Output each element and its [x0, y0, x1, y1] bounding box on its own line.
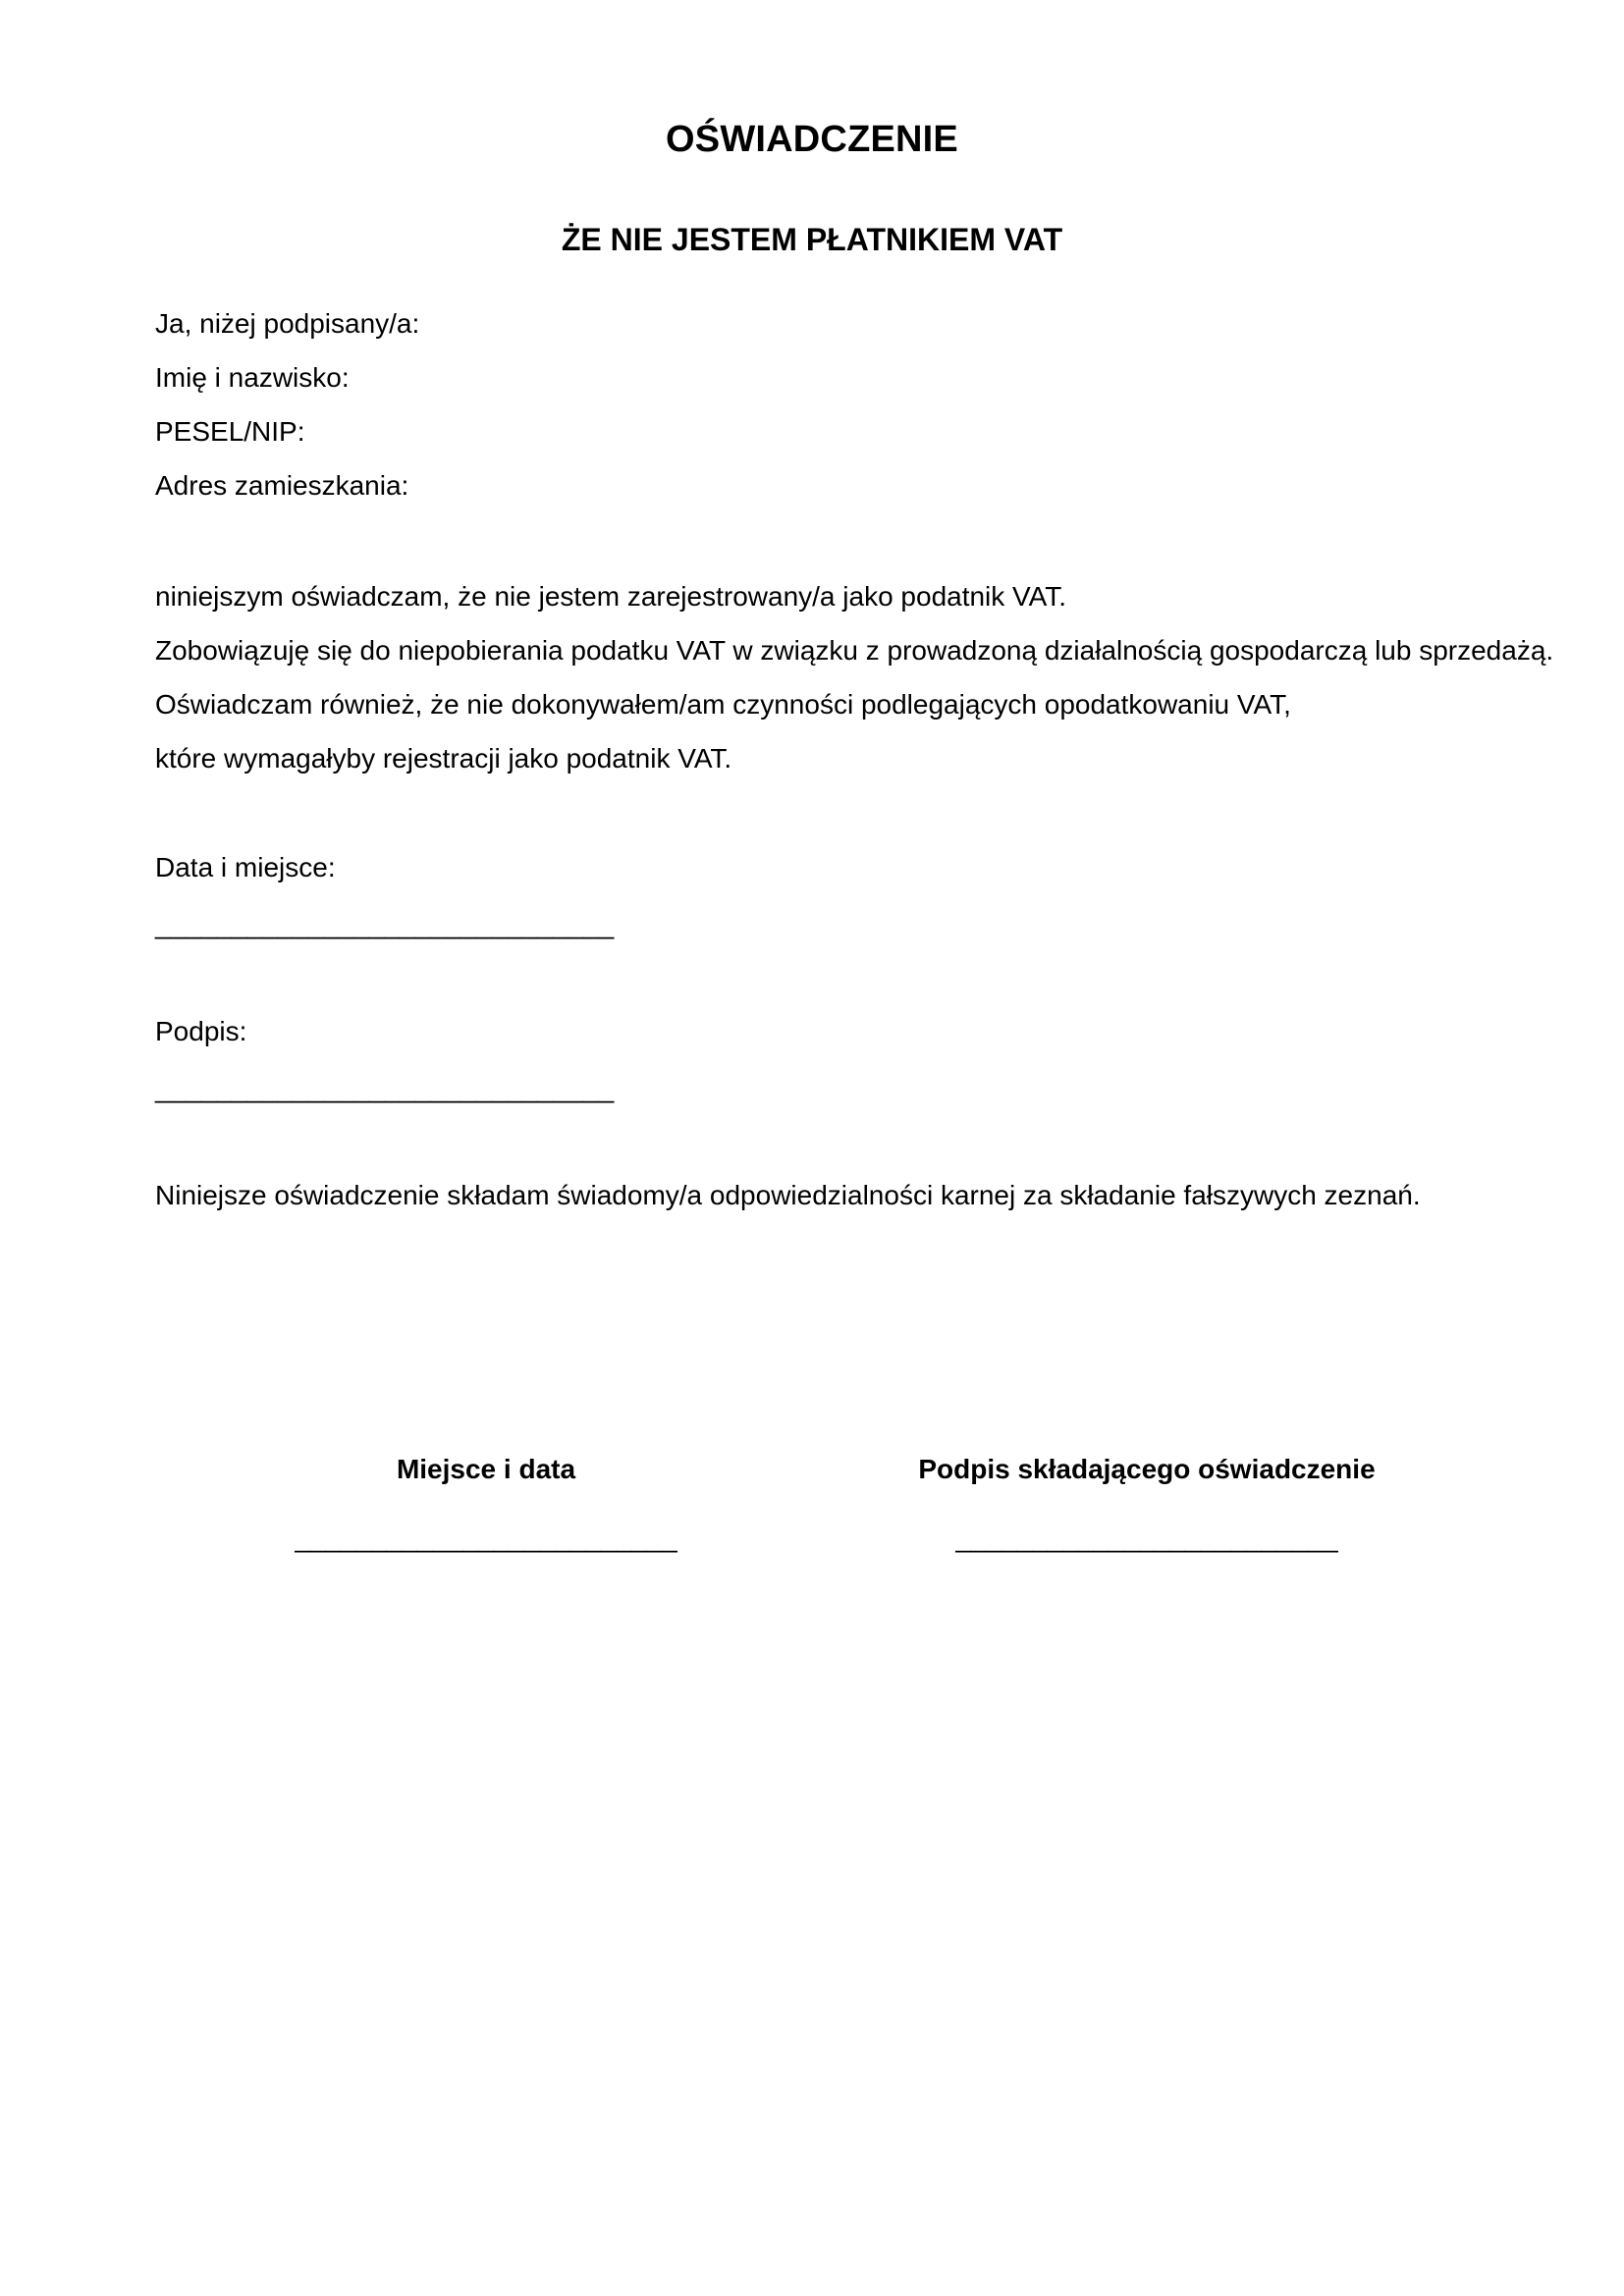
name-label: Imię i nazwisko:	[155, 362, 350, 393]
footer-signature-line: _________________________	[955, 1522, 1338, 1553]
signature-line: ______________________________	[155, 1073, 615, 1103]
document-title: OŚWIADCZENIE	[666, 119, 958, 160]
statement-line-2: Zobowiązuję się do niepobierania podatku VAT w związku z prowadzoną działalnością gospodarczą lub sprzedażą.	[155, 635, 1554, 666]
statement-line-4: które wymagałyby rejestracji jako podatnik VAT.	[155, 743, 732, 774]
footer-signature-block	[803, 1452, 1490, 1556]
closing-statement: Niniejsze oświadczenie składam świadomy/a odpowiedzialności karnej za składanie fałszywych zeznań.	[155, 1180, 1421, 1210]
footer-place-date-block	[142, 1452, 830, 1556]
footer-place-date-label: Miejsce i data	[396, 1454, 576, 1484]
pesel-nip-label: PESEL/NIP:	[155, 416, 305, 447]
statement-line-3: Oświadczam również, że nie dokonywałem/am czynności podlegających opodatkowaniu VAT,	[155, 689, 1291, 720]
signature-label: Podpis:	[155, 1016, 247, 1046]
date-place-line: ______________________________	[155, 909, 615, 939]
footer-place-date-line: _________________________	[295, 1522, 677, 1553]
date-place-label: Data i miejsce:	[155, 852, 336, 882]
footer-signature-label: Podpis składającego oświadczenie	[918, 1454, 1376, 1484]
statement-line-1: niniejszym oświadczam, że nie jestem zarejestrowany/a jako podatnik VAT.	[155, 581, 1067, 612]
intro-line: Ja, niżej podpisany/a:	[155, 308, 420, 339]
address-label: Adres zamieszkania:	[155, 470, 409, 501]
document-subtitle: ŻE NIE JESTEM PŁATNIKIEM VAT	[561, 222, 1063, 257]
